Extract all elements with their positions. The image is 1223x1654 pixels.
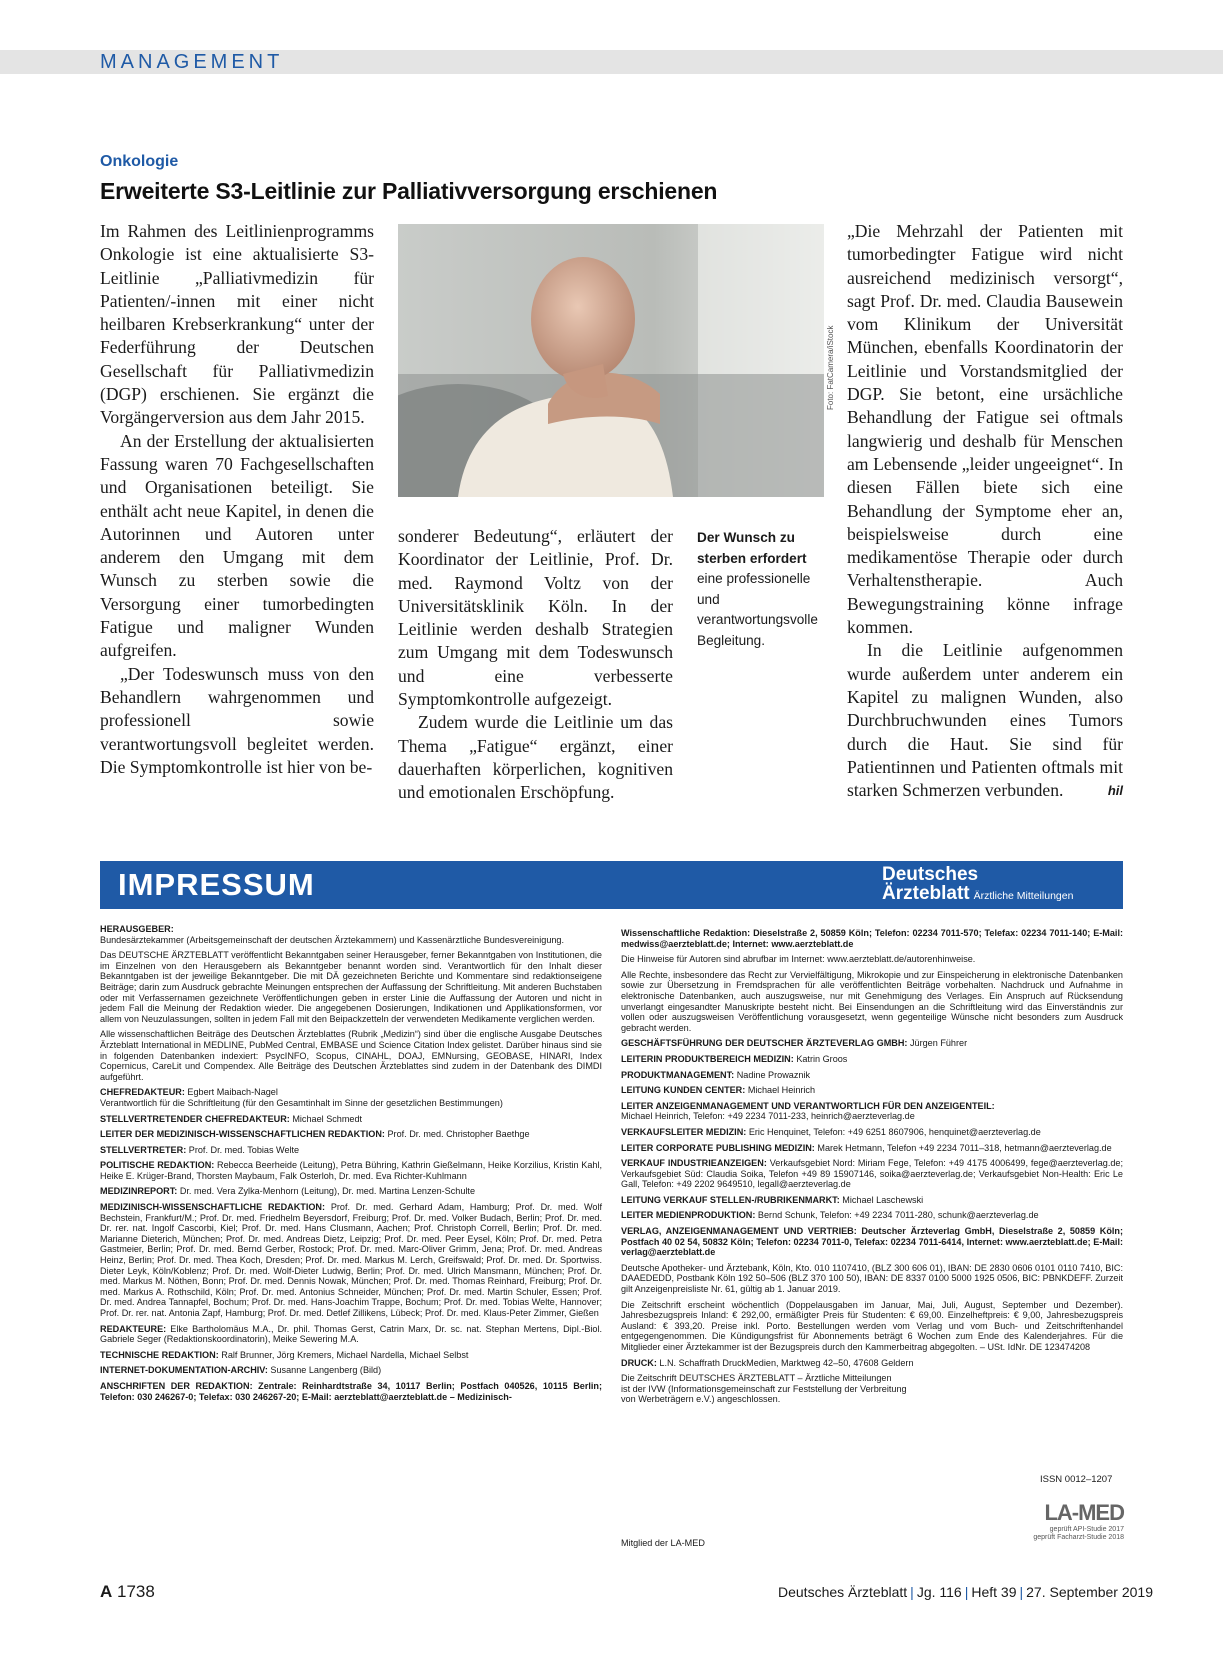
impressum-label: LEITER DER MEDIZINISCH-WISSENSCHAFTLICHEN REDAKTION: bbox=[100, 1129, 385, 1140]
impressum-text: Michael Schmedt bbox=[292, 1113, 363, 1124]
impressum-label: STELLVERTRETENDER CHEFREDAKTEUR: bbox=[100, 1113, 290, 1124]
impressum-text: Egbert Maibach-Nagel Verantwortlich für die Schriftleitung (für den Gesamtinhalt im Sinne der gesetzlichen Bestimmungen) bbox=[100, 1087, 503, 1108]
impressum-text: Bundesärztekammer (Arbeitsgemeinschaft der deutschen Ärztekammern) und Kassenärztliche Bundesvereinigung. bbox=[100, 934, 565, 945]
impressum-left-column bbox=[100, 924, 602, 1407]
impressum-label: VERKAUF INDUSTRIEANZEIGEN: bbox=[621, 1158, 767, 1169]
impressum-text: Katrin Groos bbox=[796, 1053, 848, 1064]
impressum-label: POLITISCHE REDAKTION: bbox=[100, 1160, 215, 1171]
impressum-entry bbox=[100, 1324, 602, 1345]
impressum-text: Michael Laschewski bbox=[842, 1194, 924, 1205]
impressum-text: Die Zeitschrift DEUTSCHES ÄRZTEBLATT – Ärztliche Mitteilungen ist der IVW (Informationsgemeinschaft zur Feststellung der Verbreitung von Werbeträgern e.V.) angeschlossen. bbox=[621, 1373, 907, 1405]
impressum-label: INTERNET-DOKUMENTATION-ARCHIV: bbox=[100, 1365, 268, 1376]
impressum-title: IMPRESSUM bbox=[118, 867, 315, 902]
footer-volume: Jg. 116 bbox=[916, 1584, 962, 1600]
journal-logo bbox=[882, 865, 1073, 904]
logo-line-1: Deutsches bbox=[882, 864, 979, 885]
paragraph: Zudem wurde die Leitlinie um das Thema „Fatigue“ ergänzt, einer dauerhaften körperlichen, kognitiven und emotionalen Erschöpfung. bbox=[398, 712, 673, 803]
paragraph: Im Rahmen des Leitlinienprogramms Onkologie ist eine aktualisierte S3-Leitlinie „Palliativmedizin für Patienten/-innen mit einer nicht heilbaren Krebserkrankung“ unter der Federführung der Deutschen Gesellschaft für Palliativmedizin (DGP) erschienen. Sie ergänzt die Vorgängerversion aus dem Jahr 2015. bbox=[100, 221, 374, 428]
impressum-right-column bbox=[621, 928, 1123, 1410]
impressum-entry bbox=[621, 1085, 1123, 1096]
impressum-entry bbox=[621, 1195, 1123, 1206]
logo-line-2: Ärzteblatt bbox=[882, 883, 970, 904]
impressum-label: LEITER CORPORATE PUBLISHING MEDIZIN: bbox=[621, 1142, 815, 1153]
impressum-entry bbox=[100, 924, 602, 945]
impressum-label: MEDIZINREPORT: bbox=[100, 1186, 178, 1197]
impressum-entry bbox=[621, 1054, 1123, 1065]
impressum-entry bbox=[621, 1127, 1123, 1138]
impressum-text: Das DEUTSCHE ÄRZTEBLATT veröffentlicht Bekanntgaben seiner Herausgeber, ferner Bekanntgaben von Institutionen, die im Einzelnen von den Herausgebern als Bekanntgeber benannt worden sind. Verantwortlich für den Inhalt dieser Bekanntgaben ist der jeweilige Bekanntgeber. Die mit DÄ gezeichneten Berichte und Kommentare sind redaktionseigene Beiträge; darin zum Ausdruck gebrachte Meinungen entsprechen der Auffassung der Schriftleitung. Mit anderen Buchstaben oder mit Verfassernamen gezeichnete Veröffentlichungen geben in erster Linie die Auffassung der Autoren und nicht in jedem Fall die Meinung der Redaktion wieder. Die angegebenen Dosierungen, Indikationen und Applikationsformen, vor allem von Neuzulassungen, sollten in jedem Fall mit den Beipackzetteln der verwendeten Medikamente verglichen werden. bbox=[100, 950, 602, 1024]
article-kicker: Onkologie bbox=[100, 153, 179, 170]
article-column-3 bbox=[847, 220, 1123, 802]
page-number-value: 1738 bbox=[117, 1582, 155, 1601]
impressum-entry bbox=[621, 1226, 1123, 1258]
impressum-text: Alle Rechte, insbesondere das Recht zur Vervielfältigung, Mikrokopie und zur Einspeicherung in elektronische Datenbanken sowie zur Übersetzung in Fremdsprachen für alle veröffentlichten Beiträge vorbehalten. Nachdruck und Aufnahme in elektronische Datenbanken, auch auszugsweise, nur mit Genehmigung des Verlages. Ein Anspruch auf Rücksendung unverlangt eingesandter Manuskripte besteht nicht. Bei Einsendungen an die Schriftleitung wird das Einverständnis zur vollen oder auszugsweisen Veröffentlichung vorausgesetzt, wenn gegenteilige Wünsche nicht besonders zum Ausdruck gebracht werden. bbox=[621, 969, 1123, 1033]
impressum-entry bbox=[100, 1129, 602, 1140]
impressum-entry bbox=[100, 1381, 602, 1402]
impressum-entry bbox=[100, 1350, 602, 1361]
impressum-text: Michael Heinrich, Telefon: +49 2234 7011-233, heinrich@aerzteverlag.de bbox=[621, 1111, 915, 1122]
impressum-entry bbox=[621, 928, 1123, 949]
impressum-text: Nadine Prowaznik bbox=[736, 1069, 810, 1080]
article-photo bbox=[398, 224, 824, 497]
impressum-label: HERAUSGEBER: bbox=[100, 924, 174, 934]
patient-photo-illustration bbox=[398, 224, 824, 497]
impressum-text: Dr. med. Vera Zylka-Menhorn (Leitung), Dr. med. Martina Lenzen-Schulte bbox=[179, 1186, 476, 1197]
impressum-text: Prof. Dr. med. Tobias Welte bbox=[188, 1144, 300, 1155]
impressum-entry bbox=[621, 954, 1123, 965]
impressum-entry bbox=[621, 1358, 1123, 1369]
impressum-text: Prof. Dr. med. Christopher Baethge bbox=[387, 1129, 530, 1140]
paragraph-text: In die Leitlinie aufgenommen wurde außerdem unter anderem ein Kapitel zu malignen Wunden, also Durchbruchwunden eines Tumors durch die Haut. Sie sind für Patientinnen und Patienten oftmals mit starken Schmerzen verbunden. bbox=[847, 640, 1123, 801]
page-number bbox=[100, 1582, 155, 1602]
impressum-text: Susanne Langenberg (Bild) bbox=[270, 1365, 382, 1376]
impressum-entry bbox=[100, 1114, 602, 1125]
impressum-entry bbox=[100, 1160, 602, 1181]
paragraph: „Der Todeswunsch muss von den Behandlern wahrgenommen und professionell sowie verantwortungsvoll begleitet werden. Die Symptomkontrolle ist hier von be- bbox=[100, 663, 374, 777]
impressum-label: GESCHÄFTSFÜHRUNG DER DEUTSCHER ÄRZTEVERLAG GMBH: bbox=[621, 1038, 908, 1049]
impressum-entry bbox=[621, 1158, 1123, 1190]
impressum-entry bbox=[621, 1070, 1123, 1081]
impressum-label: DRUCK: bbox=[621, 1357, 657, 1368]
impressum-label: LEITER ANZEIGENMANAGEMENT UND VERANTWORTLICH FÜR DEN ANZEIGENTEIL: bbox=[621, 1100, 995, 1111]
article-headline: Erweiterte S3-Leitlinie zur Palliativversorgung erschienen bbox=[100, 178, 718, 204]
impressum-text: Die Hinweise für Autoren sind abrufbar im Internet: www.aerzteblatt.de/autorenhinweise. bbox=[621, 954, 976, 965]
footer-date: 27. September 2019 bbox=[1026, 1584, 1153, 1600]
impressum-text: Marek Hetmann, Telefon +49 2234 7011–318, hetmann@aerzteverlag.de bbox=[817, 1142, 1112, 1153]
impressum-label: LEITUNG KUNDEN CENTER: bbox=[621, 1085, 746, 1096]
impressum-entry bbox=[621, 1263, 1123, 1295]
impressum-text: L.N. Schaffrath DruckMedien, Marktweg 42–50, 47608 Geldern bbox=[659, 1357, 914, 1368]
impressum-entry bbox=[100, 1145, 602, 1156]
caption-bold: Der Wunsch zu sterben erfordert bbox=[697, 530, 807, 566]
membership-note: Mitglied der LA-MED bbox=[621, 1538, 705, 1548]
paragraph: An der Erstellung der aktualisierten Fassung waren 70 Fachgesellschaften und Organisationen beteiligt. Sie enthält acht neue Kapitel, in denen die Autorinnen und Autoren unter anderem den Umgang mit dem Wunsch zu sterben sowie die Versorgung einer tumorbedingten Fatigue und maligner Wunden aufgreifen. bbox=[100, 430, 374, 661]
impressum-label: REDAKTEURE: bbox=[100, 1323, 167, 1334]
impressum-label: VERKAUFSLEITER MEDIZIN: bbox=[621, 1126, 747, 1137]
impressum-label: PRODUKTMANAGEMENT: bbox=[621, 1069, 735, 1080]
lamed-sub-1: geprüft API-Studie 2017 bbox=[1049, 1526, 1124, 1533]
lamed-logo-text: LA-MED bbox=[1044, 1500, 1124, 1525]
footer-journal: Deutsches Ärzteblatt bbox=[778, 1584, 908, 1600]
impressum-entry bbox=[621, 1038, 1123, 1049]
footer-citation: Deutsches Ärzteblatt | Jg. 116 | Heft 39 | 27. September 2019 bbox=[778, 1584, 1153, 1600]
page-prefix: A bbox=[100, 1582, 113, 1601]
impressum-entry bbox=[621, 1373, 1123, 1405]
impressum-label: STELLVERTRETER: bbox=[100, 1144, 187, 1155]
impressum-entry bbox=[621, 1101, 1123, 1122]
impressum-text: Bernd Schunk, Telefon: +49 2234 7011-280, schunk@aerzteverlag.de bbox=[757, 1210, 1039, 1221]
paragraph: sonderer Bedeutung“, erläutert der Koordinator der Leitlinie, Prof. Dr. med. Raymond Voltz von der Universitätsklinik Köln. In der Leitlinie werden deshalb Strategien zum Umgang mit dem Todeswunsch und eine verbesserte Symptomkontrolle aufgezeigt. bbox=[398, 526, 673, 710]
impressum-text: Verkaufsgebiet Nord: Miriam Fege, Telefon: +49 4175 4006499, fege@aerzteverlag.de; Verkaufsgebiet Süd: Claudia Soika, Telefon +49 89 15907146, soika@aerzteverlag.de; Verkaufsgebiet Non-Health: Eric Le Gall, Telefon: +49 2202 9649510, legall@aerzteverlag.de bbox=[621, 1158, 1123, 1190]
logo-subtitle: Ärztliche Mitteilungen bbox=[973, 890, 1074, 902]
section-label: MANAGEMENT bbox=[100, 51, 284, 73]
footer-issue: Heft 39 bbox=[971, 1584, 1017, 1600]
article-column-2 bbox=[398, 525, 673, 805]
photo-credit: Foto: FatCamera/iStock bbox=[826, 325, 835, 410]
issn: ISSN 0012–1207 bbox=[1040, 1474, 1113, 1485]
impressum-label: Wissenschaftliche Redaktion: Dieselstraße 2, 50859 Köln; Telefon: 02234 7011-570; Telefax: 02234 7011-140; E-Mail: medwiss@aerzteblatt.de; Internet: www.aerzteblatt.de bbox=[621, 928, 1123, 949]
impressum-text: Michael Heinrich bbox=[747, 1085, 816, 1096]
impressum-label: ANSCHRIFTEN DER REDAKTION: Zentrale: Reinhardtstraße 34, 10117 Berlin; Postfach 040526, 10115 Berlin; Telefon: 030 246267-0; Telefax: 030 246267-20; E-Mail: aerzteblatt@aerzteblatt.de – Medizinisch- bbox=[100, 1380, 602, 1402]
impressum-text: Rebecca Beerheide (Leitung), Petra Bühring, Kathrin Gießelmann, Heike Korzilius, Kristin Kahl, Heike E. Krüger-Brand, Thorsten Maybaum, Falk Osterloh, Dr. med. Eva Richter-Kuhlmann bbox=[100, 1160, 602, 1181]
photo-caption bbox=[697, 528, 827, 651]
impressum-label: LEITER MEDIENPRODUKTION: bbox=[621, 1210, 756, 1221]
impressum-label: MEDIZINISCH-WISSENSCHAFTLICHE REDAKTION: bbox=[100, 1202, 326, 1213]
impressum-entry bbox=[100, 1186, 602, 1197]
impressum-text: Alle wissenschaftlichen Beiträge des Deutschen Ärzteblattes (Rubrik „Medizin“) sind über die englische Ausgabe Deutsches Ärzteblatt International in MEDLINE, PubMed Central, EMBASE und Science Citation Index gelistet. Darüber hinaus sind sie in folgenden Datenbanken indexiert: PsycINFO, Scopus, CINAHL, DOAJ, EMNursing, GEOBASE, HINARI, Index Copernicus, CareLit und Compendex. Alle Beiträge des Deutschen Ärzteblattes sind zudem in der Datenbank des DIMDI aufgeführt. bbox=[100, 1029, 602, 1082]
impressum-text: Prof. Dr. med. Gerhard Adam, Hamburg; Prof. Dr. med. Wolf Bechstein, Frankfurt/M.; Prof. Dr. med. Friedhelm Beyersdorf, Freiburg; Prof. Dr. med. Volker Budach, Berlin; Prof. Dr. med. Dr. rer. nat. Ingolf Cascorbi, Kiel; Prof. Dr. med. Hans Clusmann, Aachen; Prof. Christoph Correll, Berlin; Prof. Dr. med. Marianne Dieterich, München; Prof. Dr. med. Andreas Dietz, Leipzig; Prof. Dr. med. Peer Eysel, Köln; Prof. Dr. med. Petra Gastmeier, Berlin; Prof. Dr. med. Bernd Gerber, Rostock; Prof. Dr. med. Marc-Oliver Grimm, Jena; Prof. Dr. med. Andreas Heinz, Berlin; Prof. Dr. med. Thea Koch, Dresden; Prof. Dr. med. Markus M. Lerch, Greifswald; Prof. Dr. med. Dr. Sportwiss. Dieter Leyk, Köln/Koblenz; Prof. Dr. med. Wolf-Dieter Ludwig, Berlin; Prof. Dr. med. Ulrich Mansmann, München; Prof. Dr. med. Markus M. Nöthen, Bonn; Prof. Dr. med. Dennis Nowak, München; Prof. Dr. med. Thomas Reinhard, Freiburg; Prof. Dr. med. Markus A. Rothschild, Köln; Prof. Dr. med. Antonius Schneider, München; Prof. Dr. med. Martin Schuler, Essen; Prof. Dr. med. Andrea Tannapfel, Bochum; Prof. Dr. med. Hans-Joachim Trappe, Bochum; Prof. Dr. med. Tobias Welte, Hannover; Prof. Dr. rer. nat. Antonia Zapf, Hamburg; Prof. Dr. med. Detlef Zillikens, Lübeck; Prof. Dr. med. Klaus-Peter Zimmer, Gießen bbox=[100, 1202, 603, 1318]
impressum-entry bbox=[621, 1210, 1123, 1221]
impressum-entry bbox=[100, 1029, 602, 1082]
impressum-entry bbox=[621, 1143, 1123, 1154]
impressum-entry bbox=[100, 1087, 602, 1108]
author-signature: hil bbox=[1107, 783, 1123, 799]
impressum-label: LEITERIN PRODUKTBEREICH MEDIZIN: bbox=[621, 1053, 794, 1064]
lamed-logo bbox=[1020, 1500, 1124, 1542]
paragraph bbox=[847, 639, 1123, 802]
impressum-text: Ralf Brunner, Jörg Kremers, Michael Nardella, Michael Selbst bbox=[221, 1349, 469, 1360]
impressum-entry bbox=[100, 950, 602, 1024]
impressum-text: Eric Henquinet, Telefon: +49 6251 8607906, henquinet@aerzteverlag.de bbox=[748, 1126, 1041, 1137]
impressum-entry bbox=[621, 1300, 1123, 1353]
impressum-text: Deutsche Apotheker- und Ärztebank, Köln, Kto. 010 1107410, (BLZ 300 606 01), IBAN: DE 2830 0606 0101 0110 7410, BIC: DAAEDEDD, Postbank Köln 192 50–506 (BLZ 370 100 50), IBAN: DE 8337 0100 5000 1925 0506, BIC: PBNKDEFF. Zurzeit gilt Anzeigenpreisliste Nr. 61, gültig ab 1. Januar 2019. bbox=[621, 1262, 1123, 1295]
impressum-label: LEITUNG VERKAUF STELLEN-/RUBRIKENMARKT: bbox=[621, 1194, 840, 1205]
paragraph: „Die Mehrzahl der Patienten mit tumorbedingter Fatigue wird nicht ausreichend medizinisch versorgt“, sagt Prof. Dr. med. Claudia Bausewein vom Klinikum der Universität München, ebenfalls Koordinatorin der Leitlinie und Vorstandsmitglied der DGP. Sie betont, eine ursächliche Behandlung der Fatigue sei oftmals langwierig und deshalb für Menschen am Lebensende „leider ungeeignet“. In diesen Fällen biete sich eine Behandlung der Symptome eher an, beispielsweise durch eine medikamentöse Therapie oder durch Verhaltenstherapie. Auch Bewegungstraining könne infrage kommen. bbox=[847, 221, 1123, 638]
impressum-entry bbox=[621, 970, 1123, 1034]
impressum-label: TECHNISCHE REDAKTION: bbox=[100, 1349, 219, 1360]
impressum-label: VERLAG, ANZEIGENMANAGEMENT UND VERTRIEB: Deutscher Ärzteverlag GmbH, Dieselstraße 2, 50859 Köln; Postfach 40 02 54, 50832 Köln; Telefon: 02234 7011-0, Telefax: 02234 7011-6414, Internet: www.aerzteblatt.de; E-Mail: verlag@aerzteblatt.de bbox=[621, 1226, 1123, 1258]
impressum-label: CHEFREDAKTEUR: bbox=[100, 1087, 185, 1098]
lamed-sub-2: geprüft Facharzt-Studie 2018 bbox=[1033, 1534, 1124, 1541]
impressum-entry bbox=[100, 1365, 602, 1376]
impressum-text: Jürgen Führer bbox=[909, 1038, 968, 1049]
article-column-1 bbox=[100, 220, 374, 779]
impressum-entry bbox=[100, 1202, 602, 1319]
impressum-text: Die Zeitschrift erscheint wöchentlich (Doppelausgaben im Januar, Mai, Juli, August, September und Dezember). Jahresbezugspreis Inland: € 292,00, ermäßigter Preis für Studenten: € 69,00. Einzelheftpreis: € 9,00, Jahresbezugspreis Ausland: € 393,20. Preise inkl. Porto. Bestellungen werden vom Verlag und vom Buch- und Zeitschriftenhandel entgegengenommen. Die Kündigungsfrist für Abonnements beträgt 6 Wochen zum Ende des Kalenderjahres. Für die Mitglieder einer Ärztekammer ist der Bezugspreis durch den Kammerbeitrag abgegolten. – USt. IdNr. DE 123474208 bbox=[621, 1299, 1123, 1352]
caption-text: eine professionelle und verantwortungsvolle Begleitung. bbox=[697, 571, 818, 648]
impressum-text: Elke Bartholomäus M.A., Dr. phil. Thomas Gerst, Catrin Marx, Dr. sc. nat. Stephan Mertens, Dipl.-Biol. Gabriele Seger (Redaktionskoordinatorin), Meike Sewering M.A. bbox=[100, 1323, 603, 1345]
